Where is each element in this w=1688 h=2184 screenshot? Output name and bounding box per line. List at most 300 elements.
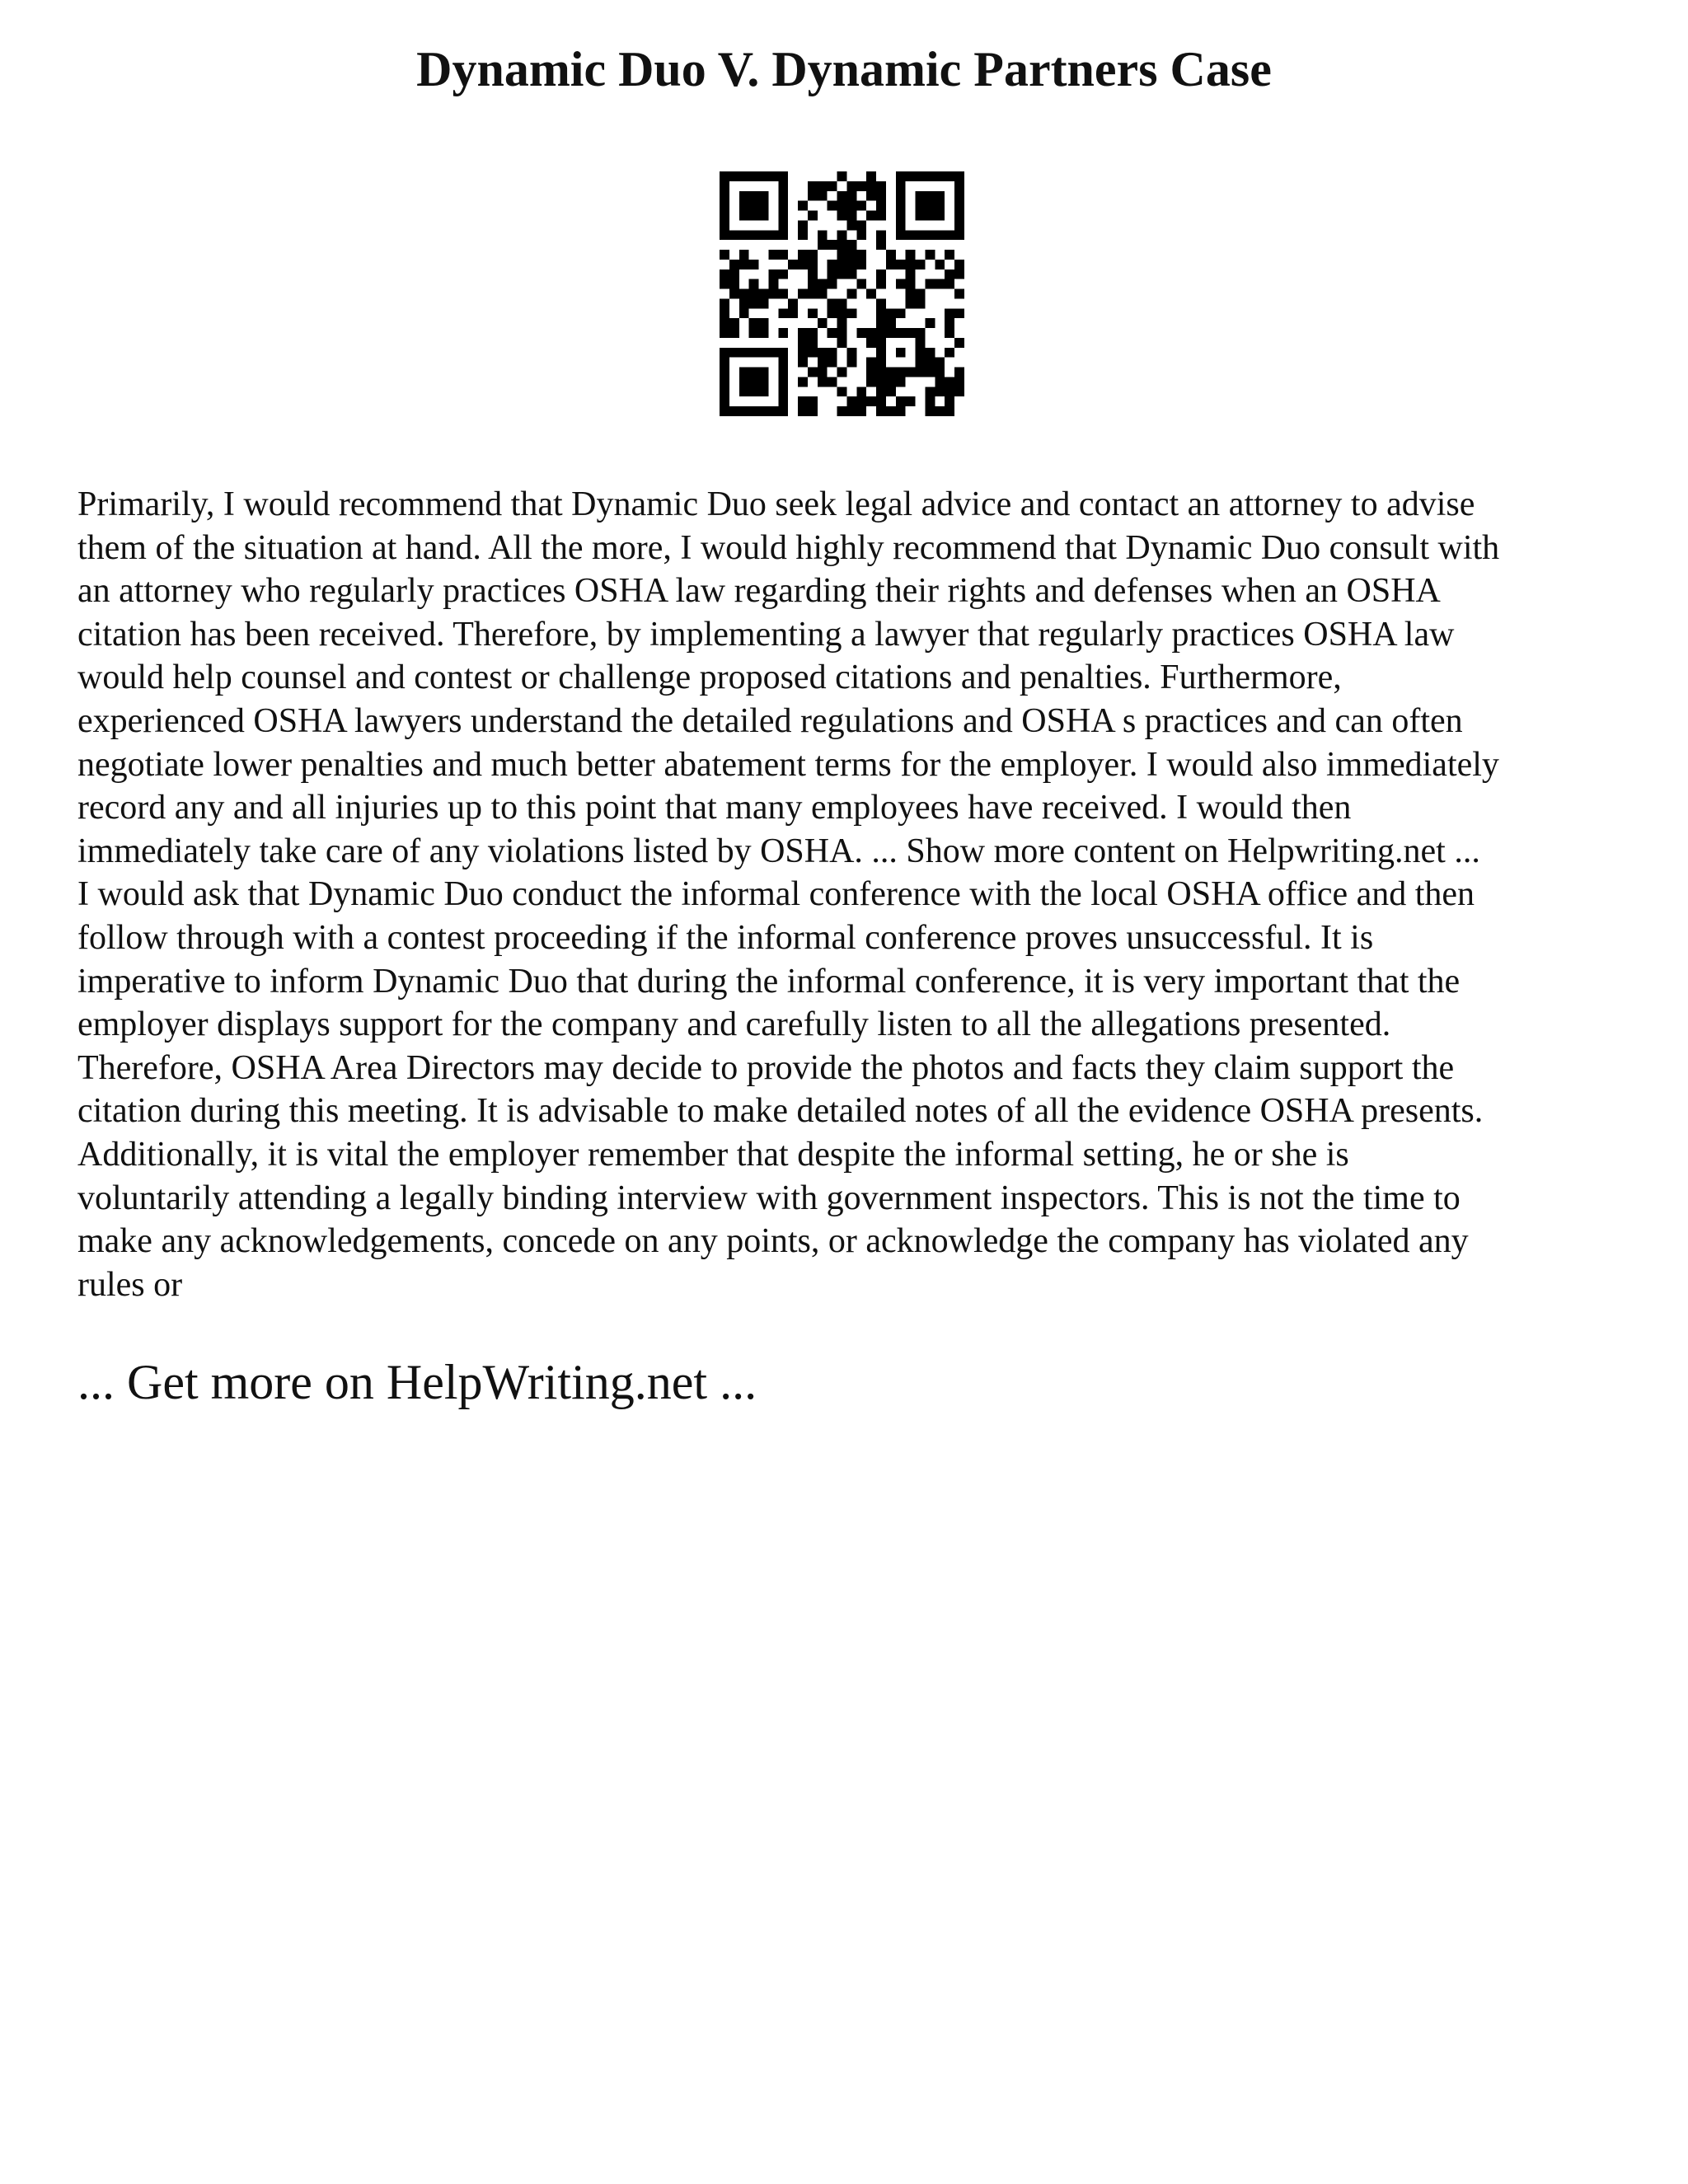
qr-module [925, 201, 935, 211]
qr-module [876, 211, 886, 221]
qr-module [749, 298, 759, 308]
qr-module [935, 406, 945, 416]
qr-module [798, 328, 808, 338]
qr-module [876, 230, 886, 240]
qr-module [720, 377, 729, 387]
qr-module [886, 377, 896, 387]
qr-module [729, 279, 739, 289]
qr-module [846, 260, 856, 269]
qr-module [896, 368, 906, 377]
qr-module [945, 250, 954, 260]
qr-module [837, 211, 847, 221]
qr-module [798, 250, 808, 260]
qr-module [808, 279, 818, 289]
qr-module [856, 220, 866, 230]
body-line: immediately take care of any violations listed by OSHA. ... Show more content on Helpwriting.net ... [77, 832, 1480, 870]
qr-module [837, 387, 847, 396]
qr-module [866, 181, 876, 191]
qr-module [808, 348, 818, 358]
qr-module [945, 377, 954, 387]
qr-module [759, 171, 769, 181]
qr-module [759, 211, 769, 221]
body-line: Therefore, OSHA Area Directors may decide to provide the photos and facts they claim support the [77, 1048, 1455, 1087]
qr-module [768, 250, 778, 260]
qr-module [906, 250, 916, 260]
qr-module [896, 377, 906, 387]
qr-module [837, 298, 847, 308]
qr-module [886, 328, 896, 338]
qr-module [954, 368, 964, 377]
qr-module [916, 328, 926, 338]
qr-module [896, 406, 906, 416]
qr-module [935, 377, 945, 387]
qr-module [876, 318, 886, 328]
qr-module [837, 250, 847, 260]
qr-module [916, 191, 926, 201]
qr-module [876, 269, 886, 279]
qr-module [720, 358, 729, 368]
qr-module [739, 211, 749, 221]
body-line: Additionally, it is vital the employer remember that despite the informal setting, he or she is [77, 1135, 1349, 1174]
qr-module [828, 260, 837, 269]
qr-module [954, 171, 964, 181]
qr-module [749, 260, 759, 269]
qr-module [768, 348, 778, 358]
qr-module [906, 260, 916, 269]
qr-module [778, 377, 788, 387]
qr-module [788, 308, 798, 318]
qr-module [954, 220, 964, 230]
body-line: imperative to inform Dynamic Duo that during the informal conference, it is very important that the [77, 962, 1461, 1001]
qr-module [954, 211, 964, 221]
qr-module [856, 181, 866, 191]
qr-module [925, 387, 935, 396]
get-more-link[interactable]: ... Get more on HelpWriting.net ... [77, 1355, 757, 1409]
qr-module [768, 230, 778, 240]
qr-module [749, 289, 759, 299]
qr-module [739, 230, 749, 240]
qr-module [818, 240, 828, 250]
qr-module [808, 211, 818, 221]
qr-module [828, 279, 837, 289]
qr-module [896, 220, 906, 230]
qr-module [828, 328, 837, 338]
qr-module [798, 377, 808, 387]
qr-module [925, 396, 935, 406]
qr-module [906, 269, 916, 279]
qr-module [945, 348, 954, 358]
qr-module [916, 211, 926, 221]
qr-module [818, 181, 828, 191]
qr-module [876, 396, 886, 406]
qr-module [808, 328, 818, 338]
qr-module [916, 171, 926, 181]
qr-module [739, 171, 749, 181]
qr-module [935, 191, 945, 201]
qr-module [906, 230, 916, 240]
qr-module [828, 308, 837, 318]
body-line: follow through with a contest proceeding if the informal conference proves unsuccessful. It is [77, 918, 1374, 957]
qr-module [837, 318, 847, 328]
qr-module [935, 211, 945, 221]
qr-module [739, 377, 749, 387]
qr-module [925, 318, 935, 328]
qr-module [846, 406, 856, 416]
qr-module [876, 201, 886, 211]
qr-module [818, 348, 828, 358]
qr-module [837, 368, 847, 377]
qr-module [720, 396, 729, 406]
qr-module [739, 387, 749, 396]
qr-module [846, 211, 856, 221]
qr-module [720, 387, 729, 396]
qr-module [818, 377, 828, 387]
qr-module [778, 211, 788, 221]
qr-module [886, 406, 896, 416]
qr-module [808, 260, 818, 269]
qr-module [759, 318, 769, 328]
qr-module [729, 406, 739, 416]
qr-module [846, 308, 856, 318]
qr-module [837, 201, 847, 211]
qr-module [886, 368, 896, 377]
qr-module [798, 289, 808, 299]
qr-module [837, 260, 847, 269]
qr-module [925, 406, 935, 416]
qr-module [808, 250, 818, 260]
qr-module [808, 368, 818, 377]
qr-module [739, 308, 749, 318]
qr-module [866, 338, 876, 348]
qr-module [876, 328, 886, 338]
qr-module [808, 181, 818, 191]
qr-module [798, 260, 808, 269]
qr-module [866, 368, 876, 377]
qr-module [828, 201, 837, 211]
qr-module [798, 406, 808, 416]
qr-module [876, 387, 886, 396]
qr-module [837, 338, 847, 348]
qr-module [778, 348, 788, 358]
qr-module [739, 260, 749, 269]
body-line: an attorney who regularly practices OSHA law regarding their rights and defenses when an OSHA [77, 572, 1441, 611]
body-line: would help counsel and contest or challenge proposed citations and penalties. Furthermore, [77, 658, 1342, 697]
qr-module [749, 318, 759, 328]
qr-module [846, 220, 856, 230]
qr-module [778, 308, 788, 318]
qr-module [749, 406, 759, 416]
qr-module [778, 269, 788, 279]
qr-module [846, 269, 856, 279]
qr-module [749, 348, 759, 358]
qr-module [759, 328, 769, 338]
qr-module [856, 328, 866, 338]
qr-module [896, 328, 906, 338]
qr-module [749, 328, 759, 338]
qr-module [876, 406, 886, 416]
qr-module [720, 211, 729, 221]
qr-module [954, 201, 964, 211]
qr-module [808, 406, 818, 416]
qr-module [739, 191, 749, 201]
qr-module [778, 406, 788, 416]
qr-module [778, 396, 788, 406]
qr-module [778, 220, 788, 230]
qr-module [846, 396, 856, 406]
qr-module [759, 406, 769, 416]
qr-module [896, 348, 906, 358]
qr-module [856, 396, 866, 406]
qr-module [720, 328, 729, 338]
qr-module [876, 377, 886, 387]
qr-module [729, 328, 739, 338]
body-line: citation has been received. Therefore, by implementing a lawyer that regularly practices OSHA law [77, 615, 1455, 654]
qr-module [818, 358, 828, 368]
qr-module [954, 338, 964, 348]
body-line: rules or [77, 1265, 183, 1304]
qr-module [739, 406, 749, 416]
qr-module [818, 289, 828, 299]
qr-module [866, 211, 876, 221]
body-line: employer displays support for the company and carefully listen to all the allegations presented. [77, 1005, 1391, 1044]
qr-module [945, 387, 954, 396]
qr-module [896, 181, 906, 191]
qr-module [720, 348, 729, 358]
qr-module [886, 387, 896, 396]
body-line: I would ask that Dynamic Duo conduct the informal conference with the local OSHA office and then [77, 875, 1475, 914]
qr-module [896, 201, 906, 211]
qr-module [856, 387, 866, 396]
qr-module [808, 289, 818, 299]
qr-module [866, 396, 876, 406]
qr-module [749, 368, 759, 377]
qr-module [935, 201, 945, 211]
qr-module [768, 279, 778, 289]
qr-module [945, 279, 954, 289]
body-line: negotiate lower penalties and much better abatement terms for the employer. I would also immediately [77, 745, 1499, 784]
qr-module [886, 260, 896, 269]
qr-module [846, 201, 856, 211]
qr-module [866, 328, 876, 338]
qr-module [925, 250, 935, 260]
qr-module [935, 387, 945, 396]
qr-module [739, 289, 749, 299]
qr-module [729, 260, 739, 269]
qr-module [739, 368, 749, 377]
qr-module [768, 269, 778, 279]
qr-module [837, 328, 847, 338]
qr-module [886, 308, 896, 318]
body-paragraph [77, 483, 1627, 1306]
qr-module [720, 191, 729, 201]
body-line: them of the situation at hand. All the more, I would highly recommend that Dynamic Duo consult with [77, 528, 1500, 567]
qr-module [945, 269, 954, 279]
qr-module [798, 358, 808, 368]
qr-module [739, 250, 749, 260]
qr-module [729, 171, 739, 181]
qr-module [866, 171, 876, 181]
qr-module [828, 348, 837, 358]
qr-module [788, 298, 798, 308]
qr-module [896, 230, 906, 240]
qr-module [906, 396, 916, 406]
qr-module [720, 269, 729, 279]
qr-module [916, 348, 926, 358]
qr-module [925, 211, 935, 221]
qr-module [846, 289, 856, 299]
qr-module [925, 171, 935, 181]
qr-module [778, 368, 788, 377]
qr-module [856, 260, 866, 269]
qr-module [749, 201, 759, 211]
qr-module [818, 230, 828, 240]
document-title: Dynamic Duo V. Dynamic Partners Case [416, 42, 1272, 96]
qr-module [896, 260, 906, 269]
qr-module [954, 387, 964, 396]
qr-module [778, 230, 788, 240]
qr-module [729, 318, 739, 328]
qr-module [798, 348, 808, 358]
qr-module [954, 308, 964, 318]
qr-module [935, 260, 945, 269]
qr-module [720, 220, 729, 230]
qr-module [720, 298, 729, 308]
qr-module [906, 289, 916, 299]
qr-module [876, 298, 886, 308]
qr-module [935, 230, 945, 240]
qr-module [856, 201, 866, 211]
qr-module [916, 298, 926, 308]
qr-module [720, 230, 729, 240]
qr-module [720, 171, 729, 181]
qr-module [945, 328, 954, 338]
qr-module [876, 279, 886, 289]
qr-module [896, 211, 906, 221]
qr-module [798, 220, 808, 230]
qr-module [749, 230, 759, 240]
qr-module [906, 171, 916, 181]
qr-module [818, 191, 828, 201]
qr-module [720, 181, 729, 191]
qr-module [856, 250, 866, 260]
qr-module [749, 377, 759, 387]
qr-module [778, 250, 788, 260]
qr-module [729, 230, 739, 240]
qr-module [876, 308, 886, 318]
qr-module [808, 269, 818, 279]
qr-module [876, 240, 886, 250]
qr-module [739, 298, 749, 308]
qr-module [828, 298, 837, 308]
body-line: experienced OSHA lawyers understand the detailed regulations and OSHA s practices and can often [77, 701, 1463, 740]
qr-module [954, 269, 964, 279]
qr-module [798, 338, 808, 348]
qr-module [739, 348, 749, 358]
qr-module [768, 171, 778, 181]
qr-module [906, 298, 916, 308]
qr-module [916, 201, 926, 211]
qr-module [759, 201, 769, 211]
qr-module [788, 260, 798, 269]
qr-module [759, 387, 769, 396]
qr-module [935, 171, 945, 181]
body-line: citation during this meeting. It is advisable to make detailed notes of all the evidence OSHA presents. [77, 1092, 1484, 1131]
qr-module [954, 191, 964, 201]
qr-module [749, 279, 759, 289]
qr-module [720, 279, 729, 289]
qr-module [954, 181, 964, 191]
qr-module [818, 318, 828, 328]
qr-module [778, 201, 788, 211]
qr-module [729, 348, 739, 358]
qr-module [808, 396, 818, 406]
qr-module [876, 181, 886, 191]
qr-module [720, 318, 729, 328]
qr-module [768, 406, 778, 416]
qr-module [925, 348, 935, 358]
qr-module [876, 348, 886, 358]
qr-module [896, 191, 906, 201]
qr-module [945, 308, 954, 318]
qr-module [886, 318, 896, 328]
qr-module [828, 240, 837, 250]
qr-module [896, 279, 906, 289]
qr-module [925, 230, 935, 240]
qr-module [837, 191, 847, 201]
qr-module [837, 171, 847, 181]
qr-module [720, 406, 729, 416]
qr-module [935, 279, 945, 289]
qr-module [778, 181, 788, 191]
qr-module [896, 171, 906, 181]
qr-module [846, 358, 856, 368]
qr-module [916, 260, 926, 269]
qr-module [856, 406, 866, 416]
qr-module [759, 298, 769, 308]
qr-module [954, 289, 964, 299]
qr-module [759, 368, 769, 377]
qr-module [818, 279, 828, 289]
qr-module [749, 211, 759, 221]
qr-module [856, 230, 866, 240]
qr-module [778, 387, 788, 396]
qr-module [954, 377, 964, 387]
qr-module [896, 396, 906, 406]
qr-module [916, 230, 926, 240]
qr-module [945, 230, 954, 240]
qr-module [837, 308, 847, 318]
qr-module [837, 240, 847, 250]
qr-module [828, 269, 837, 279]
qr-module [935, 368, 945, 377]
qr-module [808, 191, 818, 201]
qr-code-icon[interactable] [720, 171, 964, 416]
qr-module [945, 396, 954, 406]
qr-module [916, 368, 926, 377]
qr-module [846, 250, 856, 260]
qr-module [925, 191, 935, 201]
qr-module [945, 406, 954, 416]
qr-module [778, 358, 788, 368]
qr-module [720, 308, 729, 318]
qr-module [866, 191, 876, 201]
body-line: make any acknowledgements, concede on any points, or acknowledge the company has violated any [77, 1222, 1469, 1261]
qr-module [759, 377, 769, 387]
qr-module [798, 230, 808, 240]
qr-module [729, 289, 739, 299]
qr-module [916, 338, 926, 348]
qr-module [759, 191, 769, 201]
